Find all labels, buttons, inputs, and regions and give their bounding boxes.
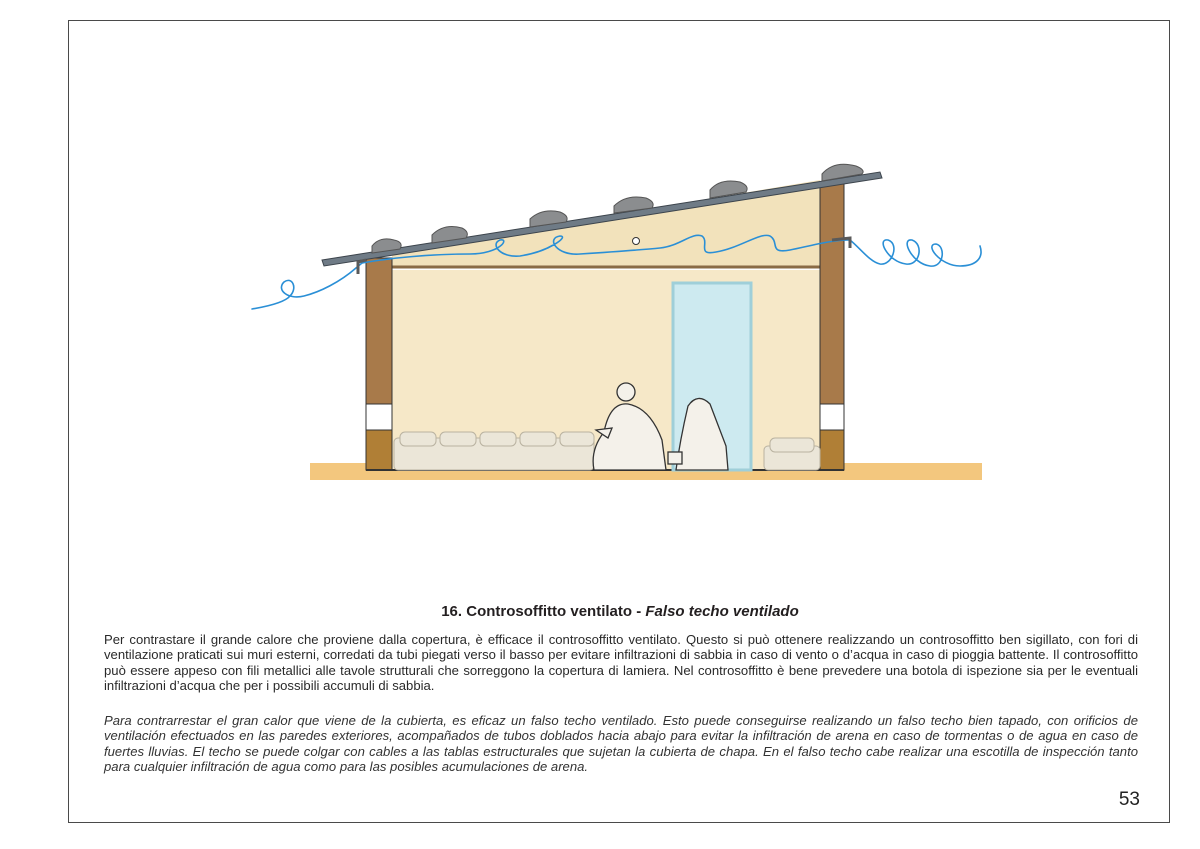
right-wall [820,182,844,470]
left-wall [366,258,392,470]
paragraph-italian: Per contrastare il grande calore che proviene dalla copertura, è efficace il controsoffitto ventilato. Questo si può ottenere realizzando un controsoffitto ben sigillato, con fori di ventilazione praticati sui muri esterni, corredati da tubi piegati verso il basso per evitare infiltrazioni di sabbia in caso di vento o d’acqua in caso di pioggia battente. Il controsoffitto può essere appeso con fili metallici alle tavole strutturali che sorreggono la copertura di lamiera. Nel controsoffitto è bene prevedere una botola di ispezione sia per le eventuali infiltrazioni d’acqua che per i possibili accumuli di sabbia. [104,632,1138,694]
caption-title [104,602,1136,622]
inspection-hatch [633,238,640,245]
house-section-illustration [240,150,1000,500]
page-number: 53 [1118,789,1140,810]
paragraph-spanish: Para contrarrestar el gran calor que viene de la cubierta, es eficaz un falso techo ventilado. Esto puede conseguirse realizando un falso techo bien tapado, con orificios de ventilación efectuados en las paredes exteriores, acompañados de tubos doblados hacia abajo para evitar la infiltración de arena en caso de tormentas o de agua en caso de fuertes lluvias. El techo se puede colgar con cables a las tablas estructurales que sujetan la cubierta de chapa. En el falso techo cabe realizar una escotilla de inspección tanto para cualquier infiltración de agua como para las posibles acumulaciones de arena. [104,713,1138,775]
caption-title-es: Falso techo ventilado [645,603,799,620]
caption-title-it: 16. Controsoffitto ventilato - [441,603,646,620]
